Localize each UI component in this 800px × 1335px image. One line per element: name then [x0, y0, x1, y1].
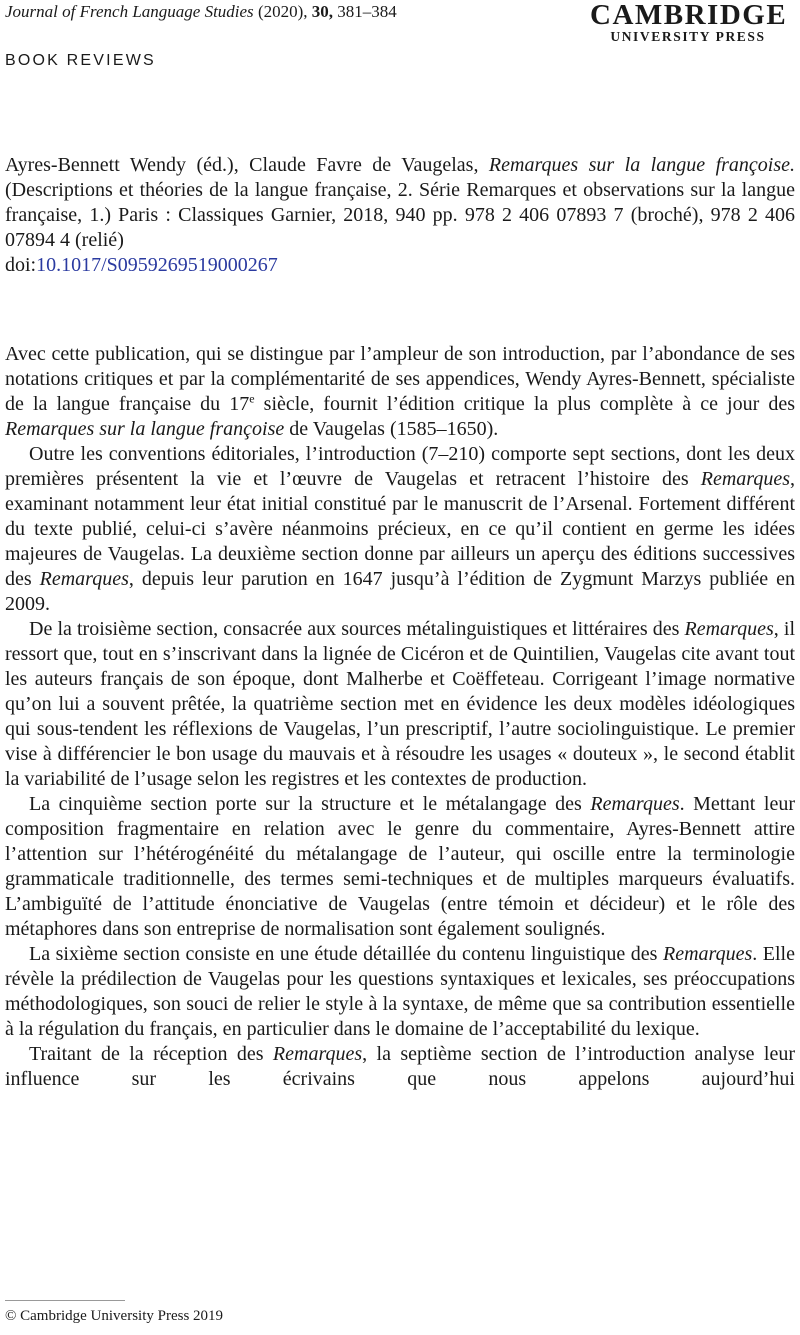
journal-title: Journal of French Language Studies	[5, 2, 254, 21]
text-run: . Elle révèle la prédilection de Vaugelas pour les questions syntaxiques et lexicales, ses préoccupations méthodologiques, son souci de relier le style à la syntaxe, de même que sa contribution essentielle à la régulation du français, en particulier dans le domaine de l’acceptabilité du lexique.	[5, 943, 795, 1040]
book-citation	[5, 153, 795, 278]
citation-details: (Descriptions et théories de la langue française, 2. Série Remarques et observations sur la langue française, 1.) Paris : Classiques Garnier, 2018, 940 pp. 978 2 406 07893 7 (broché), 978 2 406 07894 4 (relié)	[5, 179, 795, 251]
logo-university-press: UNIVERSITY PRESS	[610, 29, 766, 44]
paragraph-2	[5, 442, 795, 617]
text-run: , il ressort que, tout en s’inscrivant dans la lignée de Cicéron et de Quintilien, Vaugelas cite avant tout les auteurs français de son époque, dont Malherbe et Coëffeteau. Corrigeant l’image normative qu’on lui a souvent prêtée, la quatrième section met en évidence les deux modèles idéologiques qui sous-tendent les réflexions de Vaugelas, l’un prescriptif, l’autre sociolinguistique. Le premier vise à différencier le bon usage du mauvais et à résoudre les usages « douteux », le second établit la variabilité de l’usage selon les registres et les contextes de production.	[5, 618, 795, 790]
doi-link[interactable]: 10.1017/S0959269519000267	[36, 254, 278, 276]
citation-authors: Ayres-Bennett Wendy (éd.), Claude Favre de Vaugelas,	[5, 154, 489, 176]
text-run: La cinquième section porte sur la structure et le métalangage des	[29, 793, 591, 815]
journal-pages: 381–384	[337, 2, 397, 21]
doi-prefix: doi:	[5, 254, 37, 276]
journal-volume: 30,	[311, 2, 334, 21]
paragraph-6	[5, 1042, 795, 1092]
copyright-notice	[5, 1308, 223, 1325]
text-run: siècle, fournit l’édition critique la plus complète à ce jour des	[254, 393, 796, 415]
text-run: De la troisième section, consacrée aux sources métalinguistiques et littéraires des	[29, 618, 685, 640]
review-body	[5, 342, 795, 1092]
text-run: , examinant notamment leur état initial constitué par le manuscrit de l’Arsenal. Fortement différent du texte publié, celui-ci s’avère néanmoins précieux, en ce qu’il contient en germe les idées majeures de Vaugelas. La deuxième section donne par ailleurs un aperçu des éditions successives des	[5, 468, 795, 590]
copyright-text: © Cambridge University Press 2019	[5, 1308, 224, 1324]
italic-title: Remarques	[684, 618, 774, 640]
text-run: de Vaugelas (1585–1650).	[284, 418, 499, 440]
paragraph-3	[5, 617, 795, 792]
italic-title: Remarques sur la langue françoise	[5, 418, 285, 440]
text-run: , depuis leur parution en 1647 jusqu’à l’édition de Zygmunt Marzys publiée en 2009.	[5, 568, 795, 615]
footer-divider	[5, 1300, 125, 1301]
journal-year: (2020),	[257, 2, 308, 21]
logo-cambridge: CAMBRIDGE	[590, 0, 788, 31]
paragraph-5	[5, 942, 795, 1042]
italic-title: Remarques	[700, 468, 790, 490]
paragraph-4	[5, 792, 795, 942]
section-label: BOOK REVIEWS	[5, 52, 156, 69]
text-run: Avec cette publication, qui se distingue par l’ampleur de son introduction, par l’abondance de ses notations critiques et par la complémentarité de ses appendices, Wendy Ayres-Bennett, spécialiste de la langue française du 17	[5, 343, 795, 415]
italic-title: Remarques	[663, 943, 753, 965]
text-run: Traitant de la réception des	[29, 1043, 273, 1065]
italic-title: Remarques	[272, 1043, 363, 1065]
paragraph-1	[5, 342, 795, 442]
publisher-logo	[590, 0, 786, 44]
text-run: La sixième section consiste en une étude détaillée du contenu linguistique des	[29, 943, 663, 965]
citation-book-title: Remarques sur la langue françoise.	[488, 154, 795, 176]
text-run: , la septième section de l’introduction analyse leur influence sur les écrivains que nous appelons aujourd’hui	[5, 1043, 795, 1090]
superscript: e	[249, 391, 255, 406]
text-run: . Mettant leur composition fragmentaire en relation avec le genre du commentaire, Ayres-Bennett attire l’attention sur l’hétérogénéité du métalangage de l’auteur, qui oscille entre la terminologie grammaticale traditionnelle, des termes semi-techniques et de multiples marqueurs évaluatifs. L’ambiguïté de l’attitude énonciative de Vaugelas (entre témoin et décideur) et le rôle des métaphores dans son entreprise de normalisation sont également soulignés.	[5, 793, 795, 940]
text-run: Outre les conventions éditoriales, l’introduction (7–210) comporte sept sections, dont les deux premières présentent la vie et l’œuvre de Vaugelas et retracent l’histoire des	[5, 443, 795, 490]
journal-citation-line	[5, 2, 397, 22]
italic-title: Remarques	[39, 568, 129, 590]
italic-title: Remarques	[590, 793, 680, 815]
